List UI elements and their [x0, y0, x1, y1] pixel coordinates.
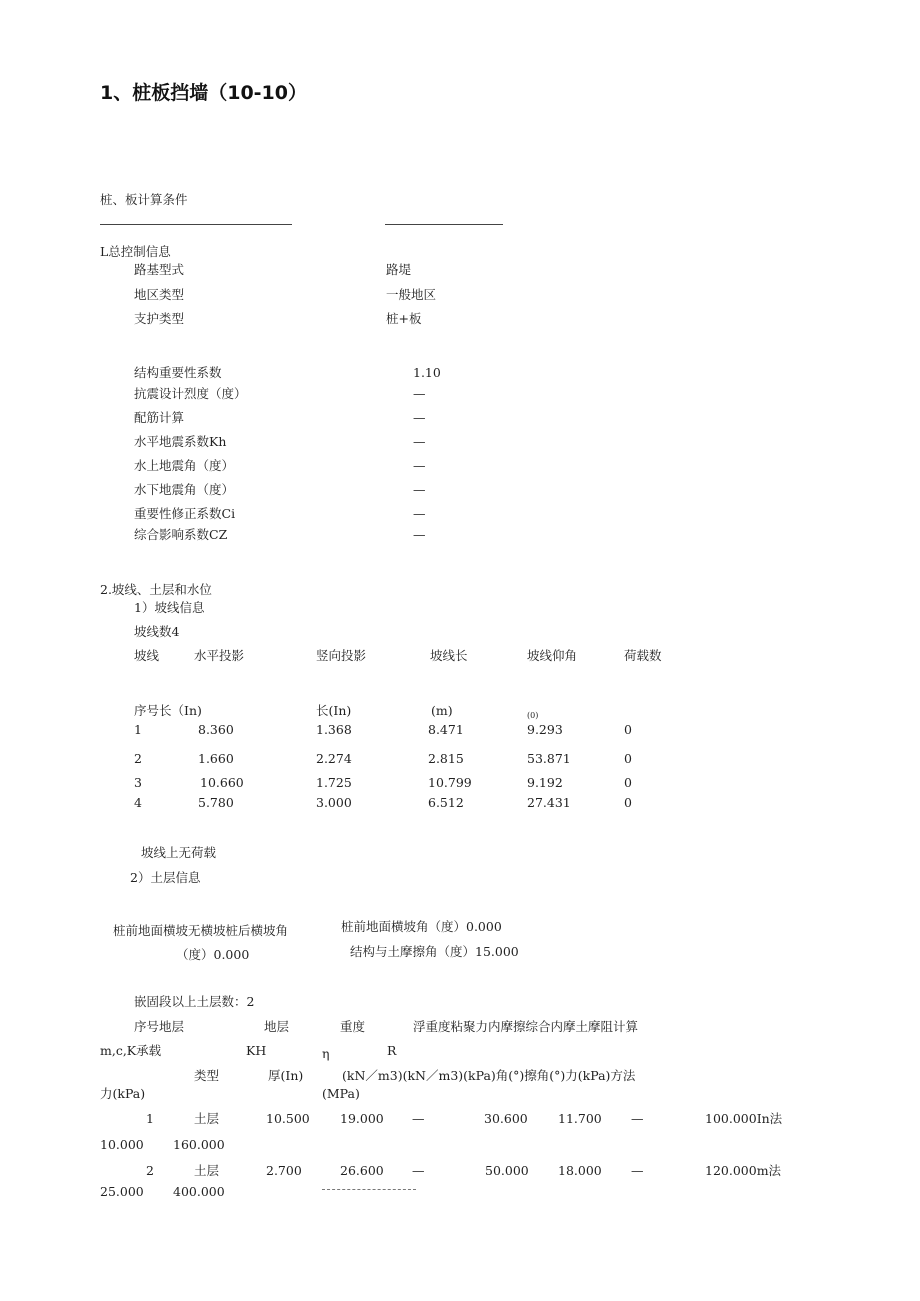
slope-row-2-len: 2.815	[428, 751, 464, 766]
slope-row-3-no: 3	[134, 775, 142, 790]
slope-col-length: 坡线长	[430, 648, 468, 663]
soil-row-1-m: 10.000	[100, 1137, 144, 1152]
page-title: 1、桩板挡墙（10-10）	[100, 82, 307, 104]
value-subgrade-type: 路堤	[386, 262, 412, 277]
value-importance: 1.10	[413, 365, 441, 380]
label-above-water-angle: 水上地震角（度）	[134, 458, 235, 473]
slope-count: 坡线数4	[134, 624, 180, 639]
slope-row-4-h: 5.780	[198, 795, 234, 810]
soil-row-2-m: 25.000	[100, 1184, 144, 1199]
slope-row-2-loads: 0	[624, 751, 632, 766]
value-ci: —	[413, 506, 426, 521]
value-region-type: 一般地区	[386, 287, 437, 302]
soil-col-no: 序号地层	[134, 1019, 185, 1034]
value-kh: —	[413, 434, 426, 449]
soil-layer-count: 嵌固段以上土层数：2	[134, 994, 255, 1009]
soil-row-2-type: 土层	[194, 1163, 220, 1178]
soil-back-slope-value: （度）0.000	[176, 947, 250, 962]
soil-row-2-friction: 18.000	[558, 1163, 602, 1178]
soil-col-group: 浮重度粘聚力内摩擦综合内摩土摩阻计算	[413, 1019, 639, 1034]
soil-row-1-buoyant: —	[412, 1111, 425, 1126]
slope-unit-angle: (0)	[527, 711, 539, 720]
slope-row-1-v: 1.368	[316, 722, 352, 737]
soil-col-r: R	[387, 1043, 397, 1058]
slope-row-2-no: 2	[134, 751, 142, 766]
label-ci: 重要性修正系数Ci	[134, 506, 236, 521]
slope-row-2-h: 1.660	[198, 751, 234, 766]
soil-col-weight: 重度	[340, 1019, 366, 1034]
section-conditions: 桩、板计算条件	[100, 192, 188, 207]
soil-col-units: (kN／m3)(kN／m3)(kPa)角(°)擦角(°)力(kPa)方法	[342, 1068, 636, 1083]
slope-unit-no: 序号长（In)	[134, 703, 202, 718]
soil-row-2-no: 2	[146, 1163, 154, 1178]
soil-back-slope-label: 桩前地面横坡无横坡桩后横坡角	[113, 923, 289, 938]
soil-row-1-resistance: 100.000In法	[705, 1111, 783, 1126]
slope-row-3-v: 1.725	[316, 775, 352, 790]
slope-row-4-len: 6.512	[428, 795, 464, 810]
soil-row-1-friction: 11.700	[558, 1111, 602, 1126]
soil-row-2-bearing: 400.000	[173, 1184, 225, 1199]
value-seismic-intensity: —	[413, 386, 426, 401]
label-importance: 结构重要性系数	[134, 365, 222, 380]
slope-col-angle: 坡线仰角	[527, 648, 578, 663]
slope-row-1-loads: 0	[624, 722, 632, 737]
soil-col-layer: 地层	[264, 1019, 290, 1034]
label-region-type: 地区类型	[134, 287, 185, 302]
slope-row-1-h: 8.360	[198, 722, 234, 737]
soil-row-2-thickness: 2.700	[266, 1163, 302, 1178]
soil-row-1-weight: 19.000	[340, 1111, 384, 1126]
soil-row-1-type: 土层	[194, 1111, 220, 1126]
soil-row-1-thickness: 10.500	[266, 1111, 310, 1126]
no-load-note: 坡线上无荷载	[141, 845, 217, 860]
slope-row-4-no: 4	[134, 795, 142, 810]
slope-row-2-v: 2.274	[316, 751, 352, 766]
divider-left	[100, 224, 292, 225]
soil-row-2-buoyant: —	[412, 1163, 425, 1178]
label-cz: 综合影响系数CZ	[134, 527, 228, 542]
value-cz: —	[413, 527, 426, 542]
soil-row-2-composite: —	[631, 1163, 644, 1178]
soil-row-1-composite: —	[631, 1111, 644, 1126]
table-end-dash	[322, 1189, 416, 1190]
slope-unit-length: (m)	[431, 703, 453, 718]
value-reinforcement: —	[413, 410, 426, 425]
slope-row-3-angle: 9.192	[527, 775, 563, 790]
soil-col-bearing: 力(kPa)	[100, 1086, 146, 1101]
slope-sub-heading: 1）坡线信息	[134, 600, 205, 615]
soil-row-1-cohesion: 30.600	[484, 1111, 528, 1126]
slope-heading: 2.坡线、土层和水位	[100, 582, 212, 597]
label-support-type: 支护类型	[134, 311, 185, 326]
soil-col-mck: m,c,K承载	[100, 1043, 162, 1058]
soil-row-1-no: 1	[146, 1111, 154, 1126]
label-seismic-intensity: 抗震设计烈度（度）	[134, 386, 247, 401]
slope-col-horizontal: 水平投影	[194, 648, 245, 663]
slope-unit-vertical: 长(In)	[316, 703, 352, 718]
slope-col-loads: 荷载数	[624, 648, 662, 663]
soil-col-kh: KH	[246, 1043, 267, 1058]
slope-row-4-angle: 27.431	[527, 795, 571, 810]
soil-row-1-bearing: 160.000	[173, 1137, 225, 1152]
value-above-water-angle: —	[413, 458, 426, 473]
soil-col-thickness: 厚(In)	[268, 1068, 304, 1083]
slope-row-3-loads: 0	[624, 775, 632, 790]
slope-row-4-loads: 0	[624, 795, 632, 810]
slope-row-4-v: 3.000	[316, 795, 352, 810]
value-below-water-angle: —	[413, 482, 426, 497]
soil-row-2-weight: 26.600	[340, 1163, 384, 1178]
label-subgrade-type: 路基型式	[134, 262, 185, 277]
soil-col-eta: η	[322, 1046, 330, 1061]
slope-col-vertical: 竖向投影	[316, 648, 367, 663]
label-kh: 水平地震系数Kh	[134, 434, 227, 449]
soil-front-slope: 桩前地面横坡角（度）0.000	[341, 919, 502, 934]
general-heading: L总控制信息	[100, 244, 171, 259]
slope-row-1-angle: 9.293	[527, 722, 563, 737]
slope-row-1-len: 8.471	[428, 722, 464, 737]
label-reinforcement: 配筋计算	[134, 410, 185, 425]
soil-row-2-resistance: 120.000m法	[705, 1163, 782, 1178]
soil-friction-angle: 结构与土摩擦角（度）15.000	[350, 944, 519, 959]
soil-sub-heading: 2）土层信息	[130, 870, 201, 885]
soil-col-type: 类型	[194, 1068, 220, 1083]
slope-row-1-no: 1	[134, 722, 142, 737]
slope-row-3-h: 10.660	[200, 775, 244, 790]
label-below-water-angle: 水下地震角（度）	[134, 482, 235, 497]
slope-col-line: 坡线	[134, 648, 160, 663]
divider-right	[385, 224, 503, 225]
slope-row-2-angle: 53.871	[527, 751, 571, 766]
slope-row-3-len: 10.799	[428, 775, 472, 790]
value-support-type: 桩+板	[386, 311, 422, 326]
soil-col-mpa: (MPa)	[322, 1086, 360, 1101]
soil-row-2-cohesion: 50.000	[485, 1163, 529, 1178]
